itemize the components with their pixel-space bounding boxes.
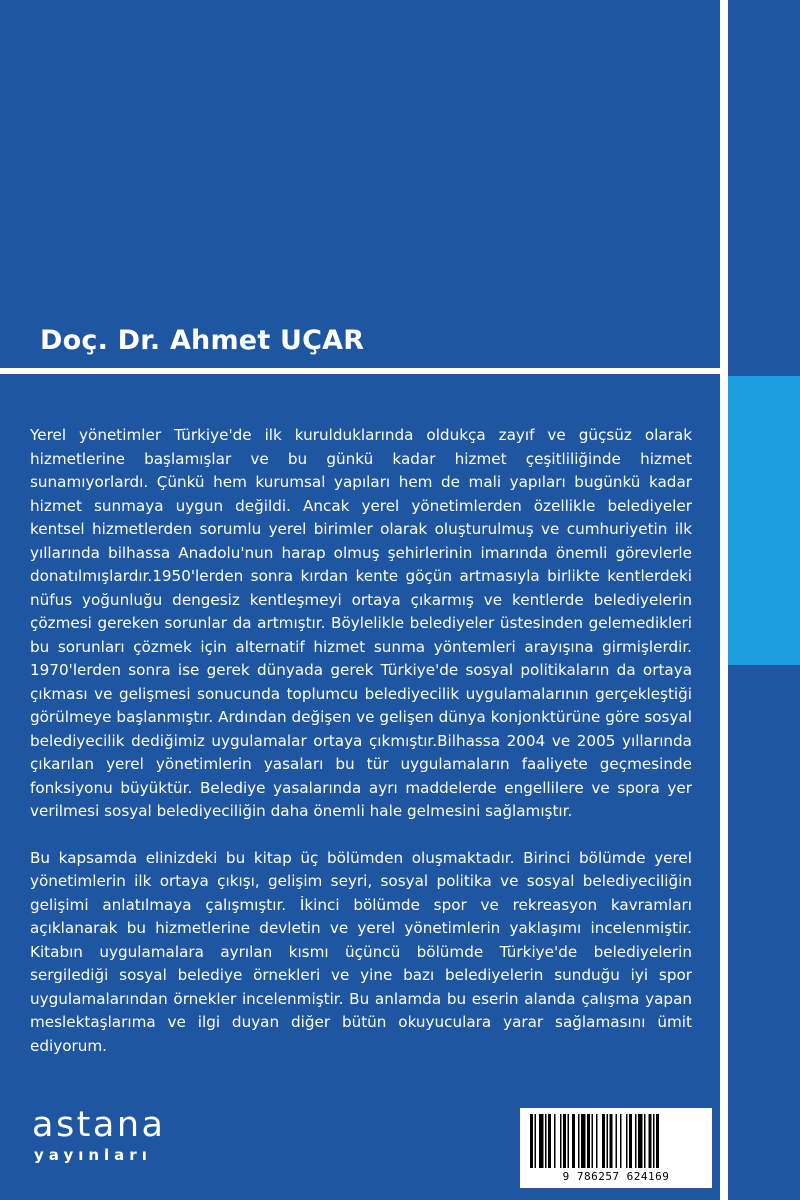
isbn-digits: 9 786257 624169 (562, 1170, 670, 1183)
author-name: Doç. Dr. Ahmet UÇAR (40, 325, 365, 356)
barcode-bars (520, 1108, 712, 1170)
spine-accent-band (728, 376, 800, 665)
back-cover-blurb (30, 424, 692, 1058)
blurb-paragraph-1: Yerel yönetimler Türkiye'de ilk kurulduklarında oldukça zayıf ve güçsüz olarak hizmetlerine başlamışlar ve bu günkü kadar hizmet çeşitliliğinde hizmet sunamıyorlardı. Çünkü hem kurumsal yapıları hem de mali yapıları bugünkü kadar hizmet sunmaya uygun değildi. Ancak yerel yönetimlerden özellikle belediyeler kentsel hizmetlerden sorumlu yerel birimler olarak oluşturulmuş ve cumhuriyetin ilk yıllarında bilhassa Anadolu'nun harap olmuş şehirlerinin imarında önemli görevlerle donatılmışlardır.1950'lerden sonra kırdan kente göçün artmasıyla birlikte kentlerdeki nüfus yoğunluğu dengesiz kentleşmeyi ortaya çıkarmış ve kentlerde belediyelerin çözmesi gereken sorunlar da artmıştır. Böylelikle belediyeler üstesinden gelemedikleri bu sorunları çözmek için alternatif hizmet sunma yöntemleri arayışına girmişlerdir. 1970'lerden sonra ise gerek dünyada gerek Türkiye'de sosyal politikaların da ortaya çıkması ve gelişmesi sonucunda toplumcu belediyecilik uygulamalarının gerçekleştiği görülmeye başlanmıştır. Ardından değişen ve gelişen dünya konjonktürüne göre sosyal belediyecilik dediğimiz uygulamalar ortaya çıkmıştır.Bilhassa 2004 ve 2005 yıllarında çıkarılan yerel yönetimlerin yasaları bu tür uygulamaların faaliyete geçmesinde fonksiyonu büyüktür. Belediye yasalarında ayrı maddelerde engellilere ve spora yer verilmesi sosyal belediyeciliğin daha önemli hale gelmesini sağlamıştır. (30, 426, 692, 820)
horizontal-rule (0, 368, 728, 374)
publisher-subtitle: yayınları (34, 1146, 152, 1164)
publisher-logo (32, 1106, 165, 1164)
publisher-name: astana (32, 1105, 166, 1145)
blurb-paragraph-2: Bu kapsamda elinizdeki bu kitap üç bölümden oluşmaktadır. Birinci bölümde yerel yönetimlerin ilk ortaya çıkışı, gelişim seyri, sosyal politika ve sosyal belediyeciliğin gelişimi anlatılmaya çalışmıştır. İkinci bölümde spor ve rekreasyon kavramları açıklanarak bu hizmetlerine devletin ve yerel yönetimlerin yaklaşımı incelenmiştir. Kitabın uygulamalara ayrılan kısmı üçüncü bölümde Türkiye'de belediyelerin sergilediği sosyal belediye örnekleri ve yine bazı belediyelerin sunduğu iyi spor uygulamalarından örnekler incelenmiştir. Bu anlamda bu eserin alanda çalışma yapan meslektaşlarıma ve ilgi duyan diğer bütün okuyuculara yarar sağlamasını ümit ediyorum. (30, 848, 692, 1055)
spine-divider (720, 0, 728, 1200)
isbn-barcode (520, 1108, 712, 1188)
